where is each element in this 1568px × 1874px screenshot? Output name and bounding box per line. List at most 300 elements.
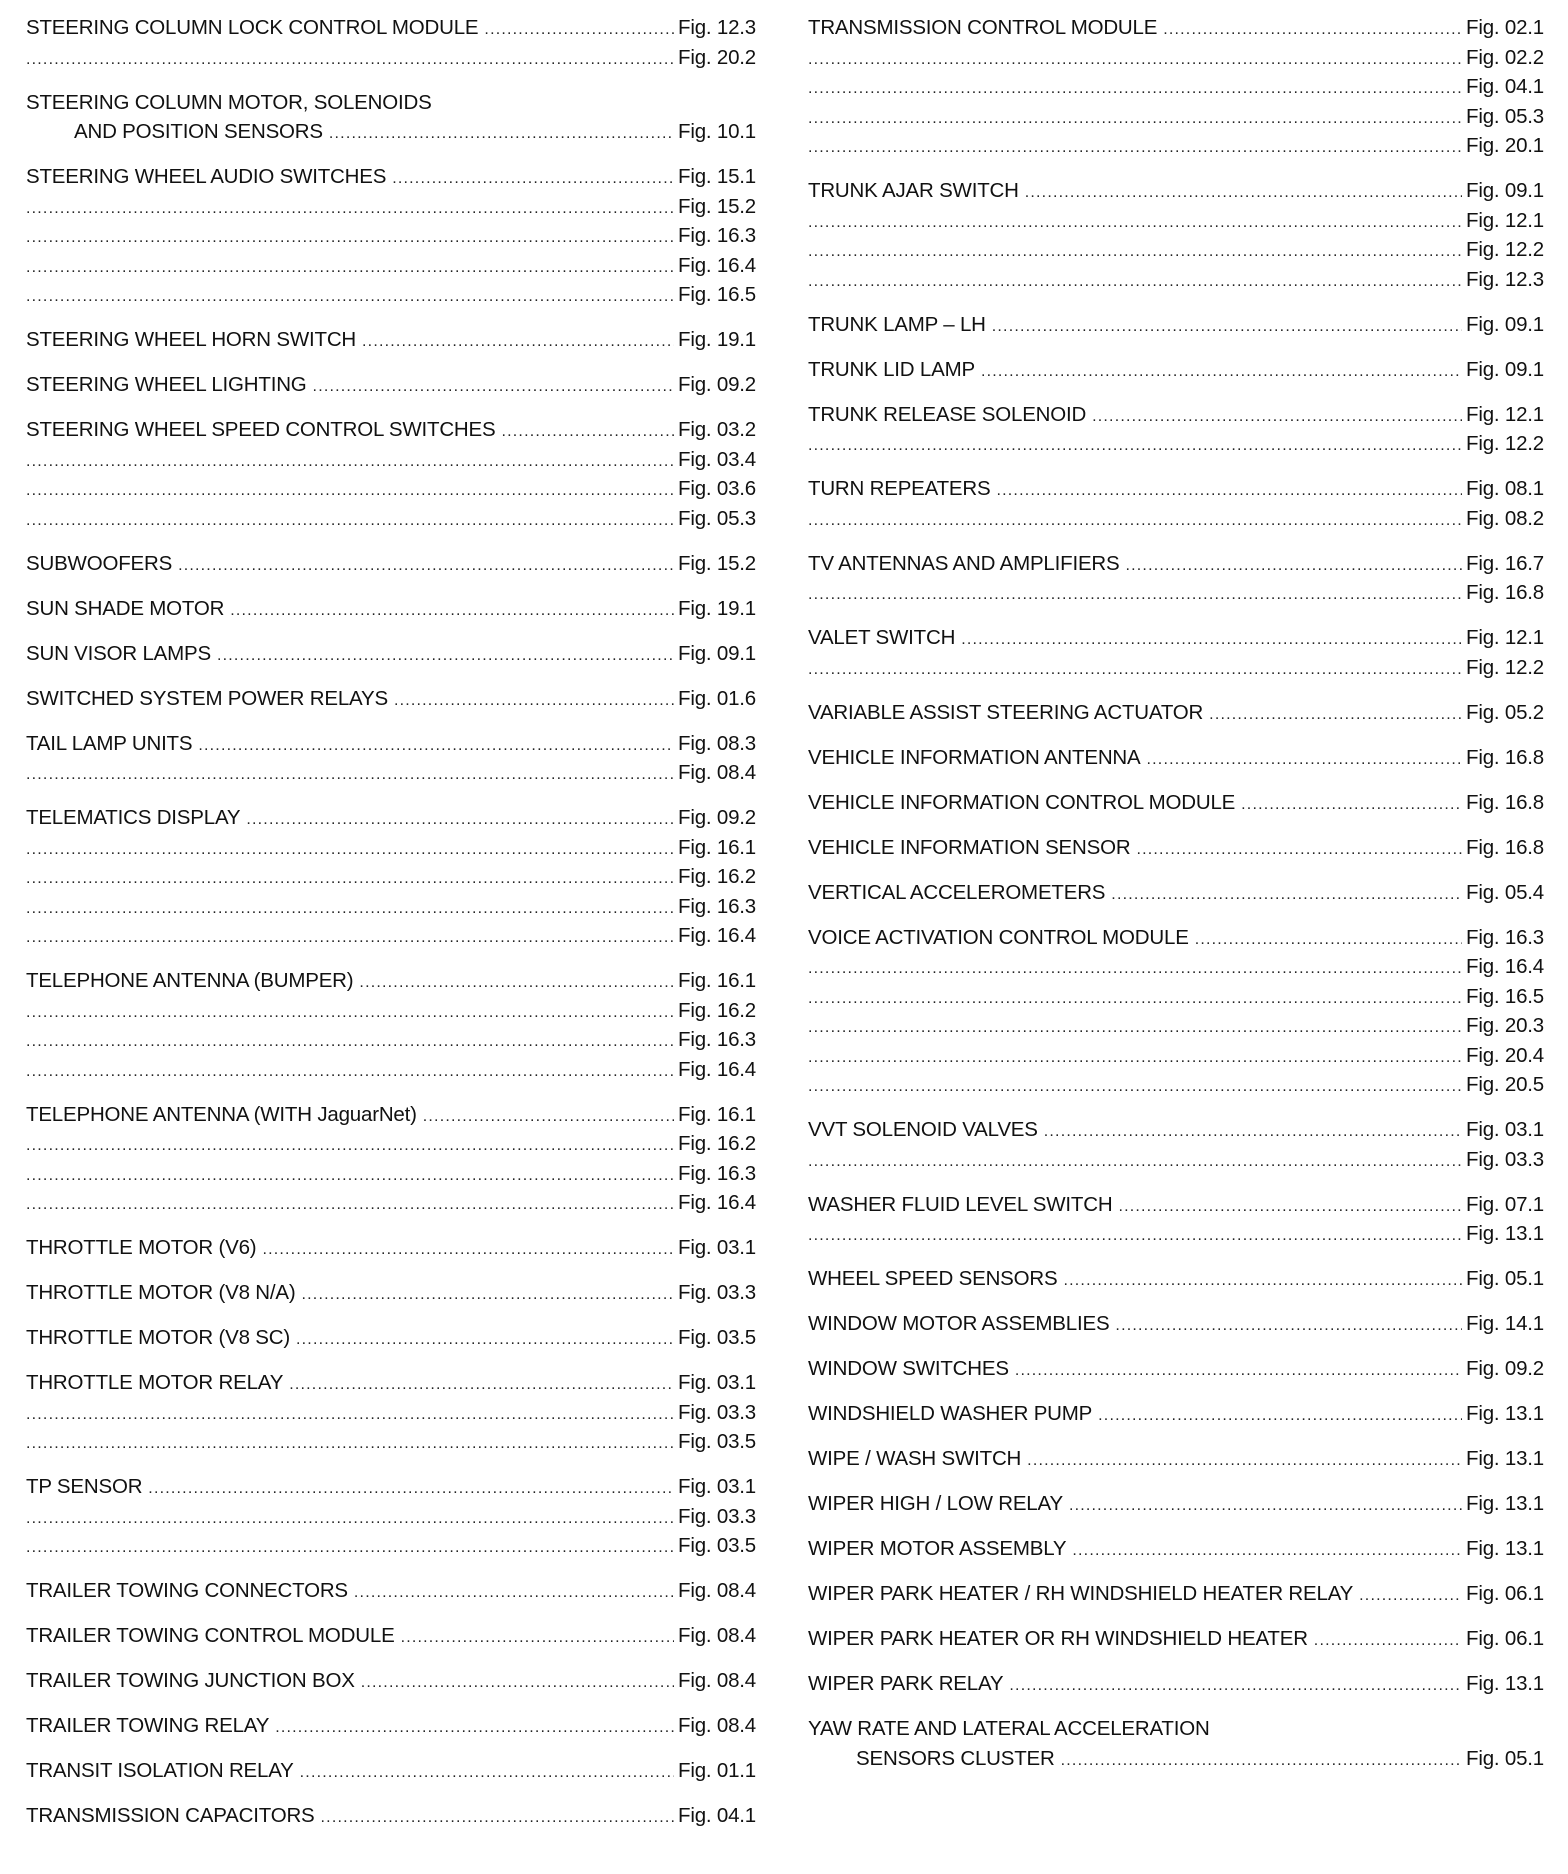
index-ref-line xyxy=(26,1714,756,1744)
dot-leader xyxy=(26,1435,674,1453)
figure-reference[interactable]: Fig. 03.5 xyxy=(678,1430,756,1453)
figure-reference[interactable]: Fig. 13.1 xyxy=(1466,1402,1544,1425)
index-entry-steering-column-lock-control-module xyxy=(26,16,756,75)
dot-leader xyxy=(501,423,674,441)
figure-reference[interactable]: Fig. 16.3 xyxy=(678,1161,756,1185)
dot-leader xyxy=(178,557,674,575)
index-ref-line xyxy=(808,1747,1544,1777)
dot-leader xyxy=(808,273,1462,291)
index-entry-trunk-release-solenoid xyxy=(808,403,1544,462)
dot-leader xyxy=(1111,886,1462,904)
index-ref-line xyxy=(26,46,756,76)
figure-reference[interactable]: Fig. 12.2 xyxy=(1466,238,1544,261)
index-entry-vertical-accelerometers xyxy=(808,881,1544,911)
index-entry-label: WHEEL SPEED SENSORS xyxy=(808,1267,1058,1290)
index-entry-label-continued: AND POSITION SENSORS xyxy=(74,120,323,143)
figure-reference[interactable]: Fig. 05.1 xyxy=(1466,1267,1544,1290)
index-ref-line xyxy=(26,1624,756,1654)
figure-reference[interactable]: Fig. 12.2 xyxy=(1466,655,1544,679)
figure-reference[interactable]: Fig. 09.1 xyxy=(678,641,756,665)
dot-leader xyxy=(401,1629,674,1647)
figure-reference[interactable]: Fig. 01.1 xyxy=(678,1759,756,1782)
index-column-right xyxy=(808,16,1544,1792)
dot-leader xyxy=(26,870,674,888)
dot-leader xyxy=(1118,1198,1462,1216)
index-entry-wipe-wash-switch xyxy=(808,1447,1544,1477)
index-ref-line xyxy=(26,120,756,150)
figure-reference[interactable]: Fig. 05.2 xyxy=(1466,700,1544,724)
index-ref-line xyxy=(26,195,756,225)
dot-leader xyxy=(808,960,1462,978)
index-entry-throttle-motor-v6 xyxy=(26,1236,756,1266)
index-ref-line xyxy=(26,1058,756,1088)
dot-leader xyxy=(1061,1752,1462,1770)
index-ref-line xyxy=(808,881,1544,911)
figure-reference[interactable]: Fig. 16.1 xyxy=(678,969,756,992)
index-entry-transit-isolation-relay xyxy=(26,1759,756,1789)
figure-reference[interactable]: Fig. 20.4 xyxy=(1466,1043,1544,1067)
figure-reference[interactable]: Fig. 16.4 xyxy=(678,1057,756,1081)
figure-reference[interactable]: Fig. 16.2 xyxy=(678,1132,756,1155)
figure-reference[interactable]: Fig. 08.4 xyxy=(678,1624,756,1647)
dot-leader xyxy=(362,333,674,351)
index-ref-line xyxy=(26,1430,756,1460)
dot-leader xyxy=(808,139,1462,157)
index-entry-label: STEERING WHEEL AUDIO SWITCHES xyxy=(26,165,387,188)
index-entry-label: TRANSMISSION CAPACITORS xyxy=(26,1804,315,1827)
figure-reference[interactable]: Fig. 16.4 xyxy=(678,1191,756,1214)
index-entry-label: VERTICAL ACCELEROMETERS xyxy=(808,880,1106,904)
figure-reference[interactable]: Fig. 12.1 xyxy=(1466,402,1544,426)
index-entry-label: TRUNK LAMP – LH xyxy=(808,312,986,336)
index-entry-tail-lamp-units xyxy=(26,732,756,791)
index-entry-label: TRAILER TOWING CONTROL MODULE xyxy=(26,1624,395,1647)
dot-leader xyxy=(26,288,674,306)
index-entry-trailer-towing-junction-box xyxy=(26,1669,756,1699)
dot-leader xyxy=(26,51,674,69)
index-entry-label: STEERING WHEEL HORN SWITCH xyxy=(26,328,357,351)
figure-reference[interactable]: Fig. 16.8 xyxy=(1466,745,1544,769)
figure-reference[interactable]: Fig. 08.1 xyxy=(1466,477,1544,500)
dot-leader xyxy=(26,229,674,247)
figure-reference[interactable]: Fig. 13.1 xyxy=(1466,1492,1544,1515)
figure-reference[interactable]: Fig. 16.3 xyxy=(678,1028,756,1051)
index-entry-label: VOICE ACTIVATION CONTROL MODULE xyxy=(808,925,1189,949)
index-ref-line xyxy=(26,1669,756,1699)
figure-reference[interactable]: Fig. 15.1 xyxy=(678,165,756,188)
figure-reference[interactable]: Fig. 16.1 xyxy=(678,835,756,859)
figure-reference[interactable]: Fig. 08.4 xyxy=(678,761,756,784)
figure-reference[interactable]: Fig. 16.2 xyxy=(678,998,756,1022)
index-ref-line xyxy=(26,1579,756,1609)
index-ref-line xyxy=(808,134,1544,164)
index-entry-label: TELEMATICS DISPLAY xyxy=(26,806,241,829)
index-entry-subwoofers xyxy=(26,552,756,582)
index-entry-steering-wheel-audio-switches xyxy=(26,165,756,313)
figure-reference[interactable]: Fig. 03.3 xyxy=(678,1281,756,1304)
index-ref-line xyxy=(26,642,756,672)
index-entry-label: TURN REPEATERS xyxy=(808,477,991,500)
index-entry-wheel-speed-sensors xyxy=(808,1267,1544,1297)
index-entry-label: VEHICLE INFORMATION CONTROL MODULE xyxy=(808,790,1236,814)
dot-leader xyxy=(992,318,1462,336)
index-entry-label: TRUNK AJAR SWITCH xyxy=(808,179,1019,202)
index-entry-label: TRUNK LID LAMP xyxy=(808,357,975,381)
index-ref-line xyxy=(808,1118,1544,1148)
index-ref-line xyxy=(26,1804,756,1834)
index-entry-vehicle-information-antenna xyxy=(808,746,1544,776)
figure-reference[interactable]: Fig. 06.1 xyxy=(1466,1627,1544,1650)
figure-reference[interactable]: Fig. 16.5 xyxy=(678,283,756,306)
dot-leader xyxy=(961,631,1462,649)
index-ref-line xyxy=(26,836,756,866)
figure-reference[interactable]: Fig. 03.6 xyxy=(678,477,756,500)
index-entry-label: VARIABLE ASSIST STEERING ACTUATOR xyxy=(808,700,1204,724)
index-entry-trunk-lamp-lh xyxy=(808,313,1544,343)
index-ref-line xyxy=(808,16,1544,46)
figure-reference[interactable]: Fig. 04.1 xyxy=(678,1804,756,1827)
dot-leader xyxy=(26,1167,674,1185)
figure-reference[interactable]: Fig. 09.1 xyxy=(1466,357,1544,381)
index-ref-line xyxy=(26,224,756,254)
dot-leader xyxy=(484,21,674,39)
index-ref-line xyxy=(808,358,1544,388)
figure-reference[interactable]: Fig. 19.1 xyxy=(678,328,756,351)
dot-leader xyxy=(1044,1123,1462,1141)
index-entry-wiper-park-relay xyxy=(808,1672,1544,1702)
dot-leader xyxy=(394,692,674,710)
figure-reference[interactable]: Fig. 16.3 xyxy=(678,224,756,247)
dot-leader xyxy=(313,378,674,396)
figure-reference[interactable]: Fig. 16.4 xyxy=(678,924,756,947)
index-ref-line xyxy=(808,238,1544,268)
index-ref-line xyxy=(26,1371,756,1401)
index-entry-washer-fluid-level-switch xyxy=(808,1193,1544,1252)
dot-leader xyxy=(26,482,674,500)
index-entry-label: WIPER PARK HEATER OR RH WINDSHIELD HEATER xyxy=(808,1627,1308,1650)
index-entry-label: VALET SWITCH xyxy=(808,626,956,649)
figure-reference[interactable]: Fig. 03.3 xyxy=(678,1504,756,1528)
index-entry-label: STEERING COLUMN MOTOR, SOLENOIDS xyxy=(26,90,432,114)
figure-reference[interactable]: Fig. 19.1 xyxy=(678,596,756,620)
index-entry-label: VEHICLE INFORMATION SENSOR xyxy=(808,835,1131,859)
index-ref-line xyxy=(808,507,1544,537)
dot-leader xyxy=(302,1286,675,1304)
dot-leader xyxy=(26,512,674,530)
index-entry-tp-sensor xyxy=(26,1475,756,1564)
index-entry-window-motor-assemblies xyxy=(808,1312,1544,1342)
figure-reference[interactable]: Fig. 09.2 xyxy=(1466,1357,1544,1380)
index-entry-label: VVT SOLENOID VALVES xyxy=(808,1118,1038,1141)
dot-leader xyxy=(217,647,674,665)
index-entry-label: TRANSMISSION CONTROL MODULE xyxy=(808,16,1158,39)
index-ref-line xyxy=(808,313,1544,343)
dot-leader xyxy=(1009,1677,1462,1695)
figure-reference[interactable]: Fig. 03.5 xyxy=(678,1534,756,1557)
figure-reference[interactable]: Fig. 16.3 xyxy=(1466,925,1544,949)
dot-leader xyxy=(26,259,674,277)
index-ref-line xyxy=(808,403,1544,433)
figure-reference[interactable]: Fig. 09.1 xyxy=(1466,179,1544,202)
figure-reference[interactable]: Fig. 16.5 xyxy=(1466,984,1544,1008)
figure-reference[interactable]: Fig. 16.2 xyxy=(678,865,756,888)
figure-reference[interactable]: Fig. 03.5 xyxy=(678,1326,756,1349)
index-ref-line xyxy=(808,46,1544,76)
dot-leader xyxy=(808,990,1462,1008)
index-ref-line xyxy=(808,1044,1544,1074)
index-ref-line xyxy=(808,1492,1544,1522)
index-entry-valet-switch xyxy=(808,626,1544,685)
dot-leader xyxy=(1359,1587,1462,1605)
figure-reference[interactable]: Fig. 16.8 xyxy=(1466,835,1544,859)
index-entry-windshield-washer-pump xyxy=(808,1402,1544,1432)
dot-leader xyxy=(1092,408,1462,426)
dot-leader xyxy=(1126,557,1463,575)
dot-leader xyxy=(1025,184,1462,202)
index-ref-line xyxy=(808,955,1544,985)
index-entry-label: STEERING WHEEL SPEED CONTROL SWITCHES xyxy=(26,418,496,441)
index-ref-line xyxy=(808,1672,1544,1702)
index-entry-label: SWITCHED SYSTEM POWER RELAYS xyxy=(26,686,388,710)
index-entry-label: WINDOW MOTOR ASSEMBLIES xyxy=(808,1312,1110,1335)
figure-reference[interactable]: Fig. 20.1 xyxy=(1466,134,1544,157)
index-ref-line xyxy=(26,1028,756,1058)
figure-reference[interactable]: Fig. 05.4 xyxy=(1466,880,1544,904)
dot-leader xyxy=(329,125,674,143)
index-entry-throttle-motor-v8-sc xyxy=(26,1326,756,1356)
dot-leader xyxy=(26,900,674,918)
index-ref-line xyxy=(26,969,756,999)
dot-leader xyxy=(808,110,1462,128)
index-entry-label: TELEPHONE ANTENNA (BUMPER) xyxy=(26,969,354,992)
index-entry-heading xyxy=(808,1717,1544,1747)
dot-leader xyxy=(296,1331,674,1349)
dot-leader xyxy=(1195,931,1462,949)
figure-reference[interactable]: Fig. 03.2 xyxy=(678,418,756,441)
dot-leader xyxy=(361,1674,674,1692)
figure-reference[interactable]: Fig. 05.1 xyxy=(1466,1746,1544,1770)
index-ref-line xyxy=(26,1759,756,1789)
index-entry-sun-shade-motor xyxy=(26,597,756,627)
dot-leader xyxy=(26,1406,674,1424)
dot-leader xyxy=(26,1539,674,1557)
figure-reference[interactable]: Fig. 16.4 xyxy=(678,253,756,277)
figure-reference[interactable]: Fig. 13.1 xyxy=(1466,1222,1544,1245)
index-entry-label: THROTTLE MOTOR (V6) xyxy=(26,1236,257,1259)
figure-reference[interactable]: Fig. 09.2 xyxy=(678,806,756,829)
index-ref-line xyxy=(26,732,756,762)
index-entry-wiper-park-heater-rh-windshield-heater-relay xyxy=(808,1582,1544,1612)
figure-reference[interactable]: Fig. 03.1 xyxy=(678,1475,756,1498)
index-ref-line xyxy=(26,1162,756,1192)
index-ref-line xyxy=(26,895,756,925)
dot-leader xyxy=(26,1137,674,1155)
figure-reference[interactable]: Fig. 13.1 xyxy=(1466,1672,1544,1695)
dot-leader xyxy=(1072,1542,1462,1560)
index-entry-label: WIPER PARK HEATER / RH WINDSHIELD HEATER RELAY xyxy=(808,1582,1354,1605)
index-entry-vehicle-information-control-module xyxy=(808,791,1544,821)
index-ref-line xyxy=(26,1132,756,1162)
figure-reference[interactable]: Fig. 16.4 xyxy=(1466,955,1544,978)
figure-reference[interactable]: Fig. 07.1 xyxy=(1466,1192,1544,1216)
dot-leader xyxy=(1163,21,1462,39)
index-entry-trunk-lid-lamp xyxy=(808,358,1544,388)
index-entry-transmission-control-module xyxy=(808,16,1544,164)
index-ref-line xyxy=(808,1014,1544,1044)
index-entry-label: THROTTLE MOTOR (V8 N/A) xyxy=(26,1281,296,1304)
figure-reference[interactable]: Fig. 12.1 xyxy=(1466,626,1544,649)
dot-leader xyxy=(275,1719,674,1737)
index-entry-label: WIPER MOTOR ASSEMBLY xyxy=(808,1537,1067,1560)
index-entry-label: THROTTLE MOTOR RELAY xyxy=(26,1371,284,1394)
index-entry-label: TAIL LAMP UNITS xyxy=(26,731,193,755)
index-entry-voice-activation-control-module xyxy=(808,926,1544,1103)
figure-reference[interactable]: Fig. 16.8 xyxy=(1466,790,1544,814)
index-entry-label: TRAILER TOWING RELAY xyxy=(26,1714,270,1737)
figure-reference[interactable]: Fig. 02.2 xyxy=(1466,45,1544,69)
figure-reference[interactable]: Fig. 14.1 xyxy=(1466,1312,1544,1335)
figure-reference[interactable]: Fig. 08.2 xyxy=(1466,506,1544,530)
dot-leader xyxy=(26,1033,674,1051)
dot-leader xyxy=(321,1809,675,1827)
index-entry-heading xyxy=(26,91,756,121)
figure-reference[interactable]: Fig. 16.3 xyxy=(678,894,756,918)
figure-reference[interactable]: Fig. 05.3 xyxy=(1466,104,1544,128)
dot-leader xyxy=(981,363,1462,381)
index-ref-line xyxy=(26,999,756,1029)
figure-reference[interactable]: Fig. 16.8 xyxy=(1466,581,1544,604)
index-entry-telematics-display xyxy=(26,806,756,954)
dot-leader xyxy=(1147,751,1463,769)
index-ref-line xyxy=(26,283,756,313)
index-ref-line xyxy=(808,75,1544,105)
dot-leader xyxy=(808,214,1462,232)
index-ref-line xyxy=(26,1401,756,1431)
figure-reference[interactable]: Fig. 13.1 xyxy=(1466,1447,1544,1470)
index-entry-trailer-towing-relay xyxy=(26,1714,756,1744)
dot-leader xyxy=(26,1063,674,1081)
figure-reference[interactable]: Fig. 03.1 xyxy=(678,1371,756,1394)
index-ref-line xyxy=(808,179,1544,209)
figure-reference[interactable]: Fig. 03.1 xyxy=(1466,1118,1544,1141)
dot-leader xyxy=(26,453,674,471)
figure-reference[interactable]: Fig. 20.2 xyxy=(678,45,756,69)
figure-reference[interactable]: Fig. 05.3 xyxy=(678,506,756,530)
figure-reference[interactable]: Fig. 12.2 xyxy=(1466,432,1544,455)
figure-reference[interactable]: Fig. 06.1 xyxy=(1466,1582,1544,1605)
index-ref-line xyxy=(26,1103,756,1133)
index-ref-line xyxy=(26,1191,756,1221)
figure-reference[interactable]: Fig. 08.3 xyxy=(678,731,756,755)
index-ref-line xyxy=(26,254,756,284)
index-ref-line xyxy=(808,1582,1544,1612)
figure-reference[interactable]: Fig. 15.2 xyxy=(678,551,756,575)
figure-reference[interactable]: Fig. 03.1 xyxy=(678,1236,756,1259)
index-entry-label: TRAILER TOWING CONNECTORS xyxy=(26,1579,348,1602)
figure-reference[interactable]: Fig. 08.4 xyxy=(678,1579,756,1602)
index-ref-line xyxy=(808,1537,1544,1567)
figure-reference[interactable]: Fig. 16.7 xyxy=(1466,551,1544,575)
index-ref-line xyxy=(26,687,756,717)
figure-reference[interactable]: Fig. 03.3 xyxy=(1466,1147,1544,1171)
dot-leader xyxy=(354,1584,674,1602)
index-ref-line xyxy=(808,1193,1544,1223)
index-entry-label: SUBWOOFERS xyxy=(26,551,173,575)
index-ref-line xyxy=(808,746,1544,776)
dot-leader xyxy=(1015,1362,1462,1380)
figure-reference[interactable]: Fig. 15.2 xyxy=(678,194,756,218)
index-entry-label: TRAILER TOWING JUNCTION BOX xyxy=(26,1669,355,1692)
figure-reference[interactable]: Fig. 12.1 xyxy=(1466,208,1544,232)
index-ref-line xyxy=(26,1326,756,1356)
figure-reference[interactable]: Fig. 20.5 xyxy=(1466,1073,1544,1096)
dot-leader xyxy=(1069,1497,1462,1515)
dot-leader xyxy=(423,1108,674,1126)
figure-reference[interactable]: Fig. 13.1 xyxy=(1466,1537,1544,1560)
figure-reference[interactable]: Fig. 08.4 xyxy=(678,1669,756,1692)
index-entry-trailer-towing-control-module xyxy=(26,1624,756,1654)
index-ref-line xyxy=(26,761,756,791)
dot-leader xyxy=(26,200,674,218)
index-entry-label: VEHICLE INFORMATION ANTENNA xyxy=(808,745,1141,769)
figure-reference[interactable]: Fig. 03.4 xyxy=(678,447,756,471)
dot-leader xyxy=(26,841,674,859)
index-ref-line xyxy=(26,865,756,895)
index-ref-line xyxy=(808,791,1544,821)
figure-reference[interactable]: Fig. 16.1 xyxy=(678,1102,756,1126)
index-ref-line xyxy=(808,1447,1544,1477)
dot-leader xyxy=(262,1241,674,1259)
index-ref-line xyxy=(26,552,756,582)
dot-leader xyxy=(808,1227,1462,1245)
index-ref-line xyxy=(26,1281,756,1311)
index-ref-line xyxy=(808,985,1544,1015)
index-ref-line xyxy=(808,268,1544,298)
index-ref-line xyxy=(26,373,756,403)
figure-reference[interactable]: Fig. 12.3 xyxy=(1466,267,1544,291)
figure-reference[interactable]: Fig. 08.4 xyxy=(678,1714,756,1737)
index-ref-line xyxy=(808,209,1544,239)
figure-reference[interactable]: Fig. 10.1 xyxy=(678,120,756,143)
index-entry-throttle-motor-relay xyxy=(26,1371,756,1460)
index-ref-line xyxy=(26,1534,756,1564)
dot-leader xyxy=(300,1764,674,1782)
index-entry-sun-visor-lamps xyxy=(26,642,756,672)
index-entry-steering-column-motor-solenoids xyxy=(26,91,756,150)
dot-leader xyxy=(808,1078,1462,1096)
figure-reference[interactable]: Fig. 04.1 xyxy=(1466,75,1544,98)
index-entry-label: STEERING WHEEL LIGHTING xyxy=(26,373,307,396)
figure-reference[interactable]: Fig. 02.1 xyxy=(1466,16,1544,39)
dot-leader xyxy=(808,437,1462,455)
index-entry-vvt-solenoid-valves xyxy=(808,1118,1544,1177)
figure-reference[interactable]: Fig. 01.6 xyxy=(678,686,756,710)
dot-leader xyxy=(246,811,674,829)
index-ref-line xyxy=(26,1236,756,1266)
index-entry-label: WINDOW SWITCHES xyxy=(808,1357,1009,1380)
index-ref-line xyxy=(808,836,1544,866)
index-entry-label: THROTTLE MOTOR (V8 SC) xyxy=(26,1326,291,1349)
figure-reference[interactable]: Fig. 20.3 xyxy=(1466,1014,1544,1037)
figure-reference[interactable]: Fig. 09.2 xyxy=(678,373,756,396)
figure-reference[interactable]: Fig. 12.3 xyxy=(678,16,756,39)
index-ref-line xyxy=(808,581,1544,611)
index-ref-line xyxy=(808,552,1544,582)
figure-reference[interactable]: Fig. 09.1 xyxy=(1466,312,1544,336)
index-entry-telephone-antenna-with-jaguarnet xyxy=(26,1103,756,1221)
figure-reference[interactable]: Fig. 03.3 xyxy=(678,1400,756,1424)
index-ref-line xyxy=(808,1148,1544,1178)
